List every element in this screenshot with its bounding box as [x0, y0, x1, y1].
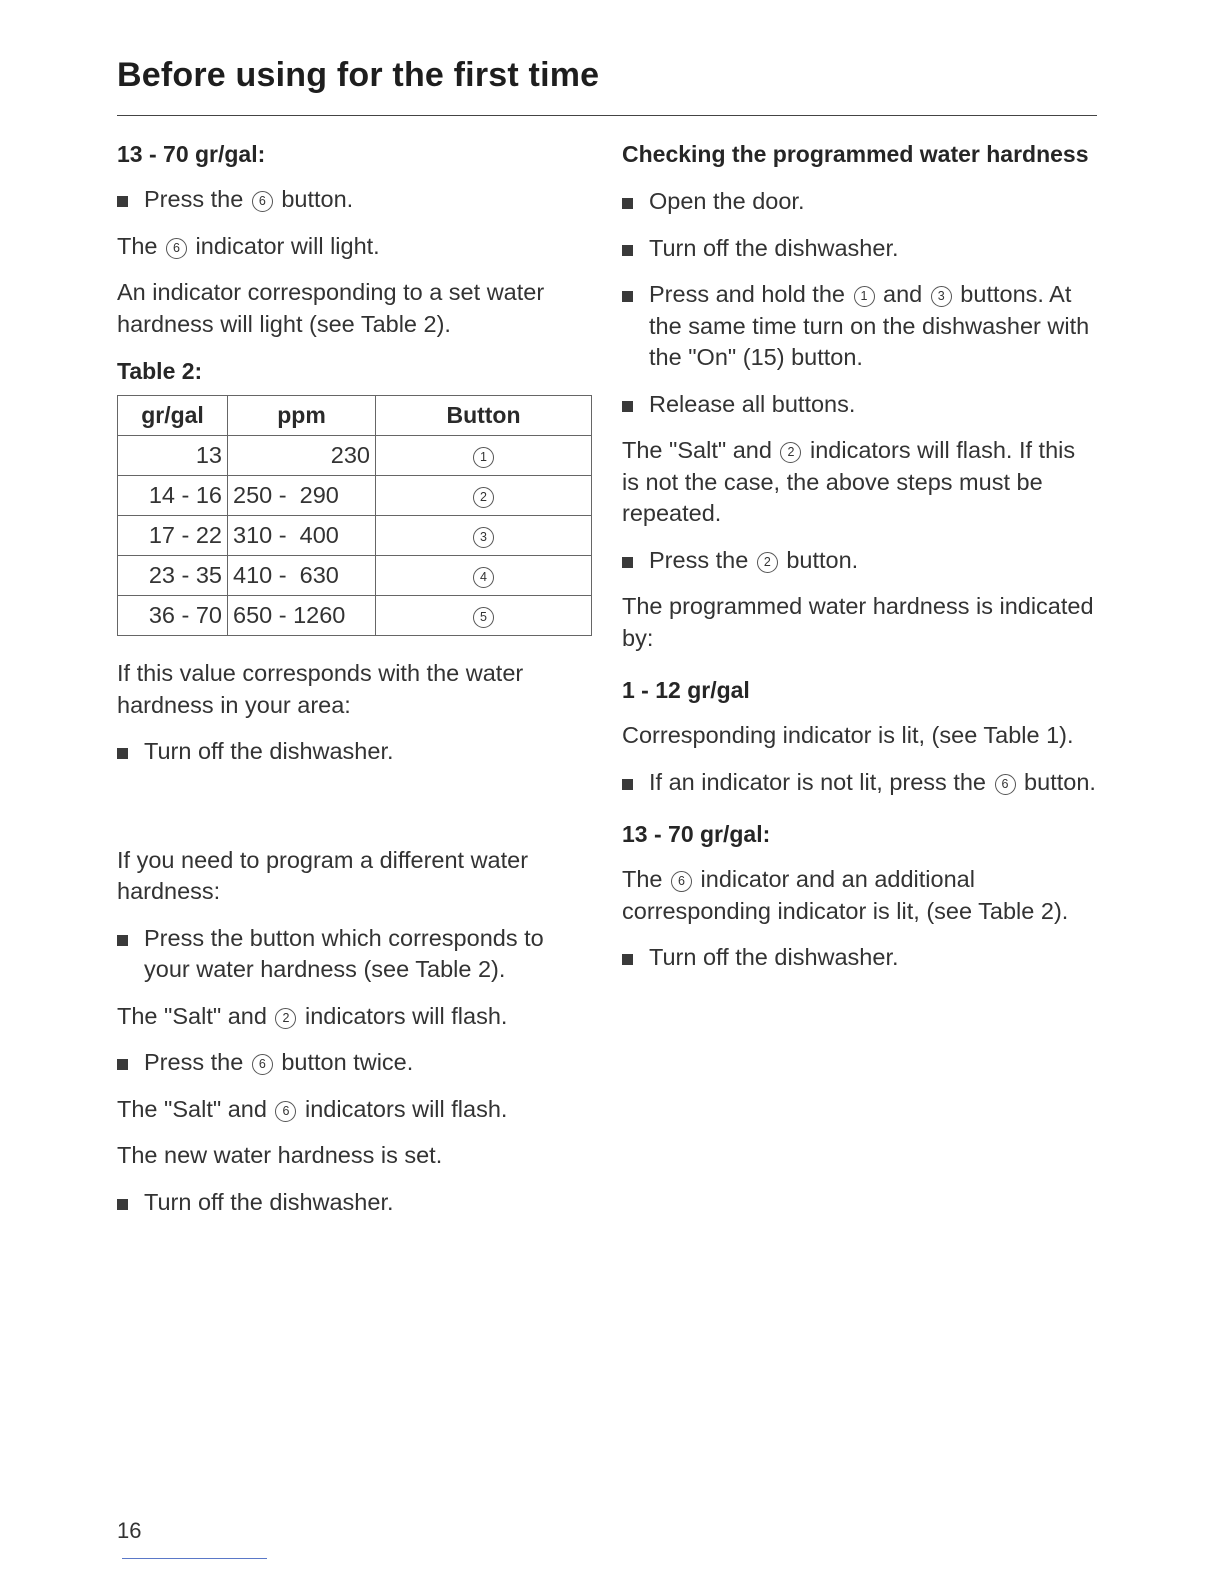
- step-turn-off-1: Turn off the dishwasher.: [117, 736, 592, 768]
- text-salt-6-flash: The "Salt" and 6 indicators will flash.: [117, 1095, 508, 1122]
- cell-grgal: 17 - 22: [118, 516, 228, 556]
- text-indicator-lit-table-1: Corresponding indicator is lit, (see Table 1).: [622, 722, 1074, 748]
- button-2-icon: 2: [473, 487, 494, 508]
- text-salt-2-flash: The "Salt" and 2 indicators will flash.: [117, 1002, 508, 1029]
- header-ppm: ppm: [228, 396, 376, 436]
- left-column: [117, 138, 592, 1233]
- cell-button: [376, 556, 592, 596]
- button-2-icon: 2: [757, 552, 778, 573]
- button-6-icon: 6: [995, 774, 1016, 795]
- table-header-row: [118, 396, 592, 436]
- title-divider: [117, 115, 1097, 116]
- cell-ppm: 230: [228, 436, 376, 476]
- text-salt-2-flash: The "Salt" and 2 indicators will flash. If this is not the case, the above steps must be repeated.: [622, 437, 1076, 526]
- button-4-icon: 4: [473, 567, 494, 588]
- table-row: [118, 516, 592, 556]
- table-row: [118, 596, 592, 636]
- table-label: Table 2:: [117, 358, 203, 384]
- indicator-2-icon: 2: [275, 1008, 296, 1029]
- step-release-buttons: Release all buttons.: [622, 389, 1097, 421]
- table-row: [118, 476, 592, 516]
- subheading-checking-hardness: Checking the programmed water hardness: [622, 141, 1089, 167]
- page-title: Before using for the first time: [117, 56, 600, 94]
- indicator-6-icon: 6: [275, 1101, 296, 1122]
- step-open-door: Open the door.: [622, 186, 1097, 218]
- indicator-6-icon: 6: [671, 871, 692, 892]
- cell-button: [376, 596, 592, 636]
- subheading-13-70: 13 - 70 gr/gal:: [622, 821, 771, 847]
- right-column: [622, 138, 1097, 989]
- header-button: Button: [376, 396, 592, 436]
- page-number: 16: [117, 1518, 142, 1543]
- step-turn-off-2: Turn off the dishwasher.: [117, 1187, 592, 1219]
- text-indicator-6-light: The 6 indicator will light.: [117, 232, 380, 259]
- cell-button: [376, 436, 592, 476]
- cell-ppm: 410 - 630: [228, 556, 376, 596]
- text-hardness-set: The new water hardness is set.: [117, 1142, 443, 1168]
- cell-ppm: 650 - 1260: [228, 596, 376, 636]
- step-turn-off-final: Turn off the dishwasher.: [622, 942, 1097, 974]
- button-1-icon: 1: [473, 447, 494, 468]
- button-3-icon: 3: [473, 527, 494, 548]
- text-different-hardness: If you need to program a different water hardness:: [117, 846, 529, 904]
- cell-grgal: 14 - 16: [118, 476, 228, 516]
- button-6-icon: 6: [252, 191, 273, 212]
- spacer: [117, 783, 592, 845]
- cell-grgal: 36 - 70: [118, 596, 228, 636]
- footer-divider: [122, 1558, 267, 1559]
- step-turn-off-dishwasher: Turn off the dishwasher.: [622, 233, 1097, 265]
- button-6-icon: 6: [252, 1054, 273, 1075]
- button-1-icon: 1: [854, 286, 875, 307]
- cell-ppm: 250 - 290: [228, 476, 376, 516]
- step-press-hold-1-3: Press and hold the 1 and 3 buttons. At the same time turn on the dishwasher with the "On" (15) button.: [622, 279, 1097, 374]
- text-programmed-hardness-indicated: The programmed water hardness is indicated by:: [622, 593, 1094, 651]
- cell-grgal: 13: [118, 436, 228, 476]
- step-press-6-twice: Press the 6 button twice.: [117, 1047, 592, 1079]
- subheading-13-70: 13 - 70 gr/gal:: [117, 141, 266, 167]
- button-3-icon: 3: [931, 286, 952, 307]
- table-row: [118, 436, 592, 476]
- step-press-6: Press the 6 button.: [117, 184, 592, 216]
- step-press-corresponding-button: Press the button which corresponds to your water hardness (see Table 2).: [117, 923, 592, 986]
- indicator-6-icon: 6: [166, 238, 187, 259]
- indicator-2-icon: 2: [780, 442, 801, 463]
- button-5-icon: 5: [473, 607, 494, 628]
- cell-grgal: 23 - 35: [118, 556, 228, 596]
- hardness-table: [117, 395, 592, 636]
- text-indicator-6-additional: The 6 indicator and an additional corresponding indicator is lit, (see Table 2).: [622, 866, 1069, 924]
- step-press-2: Press the 2 button.: [622, 545, 1097, 577]
- step-press-6-if-not-lit: If an indicator is not lit, press the 6 button.: [622, 767, 1097, 799]
- subheading-1-12: 1 - 12 gr/gal: [622, 677, 750, 703]
- cell-button: [376, 516, 592, 556]
- text-if-value-corresponds: If this value corresponds with the water hardness in your area:: [117, 660, 524, 718]
- header-grgal: gr/gal: [118, 396, 228, 436]
- table-row: [118, 556, 592, 596]
- cell-ppm: 310 - 400: [228, 516, 376, 556]
- cell-button: [376, 476, 592, 516]
- text-indicator-set-hardness: An indicator corresponding to a set water hardness will light (see Table 2).: [117, 279, 545, 337]
